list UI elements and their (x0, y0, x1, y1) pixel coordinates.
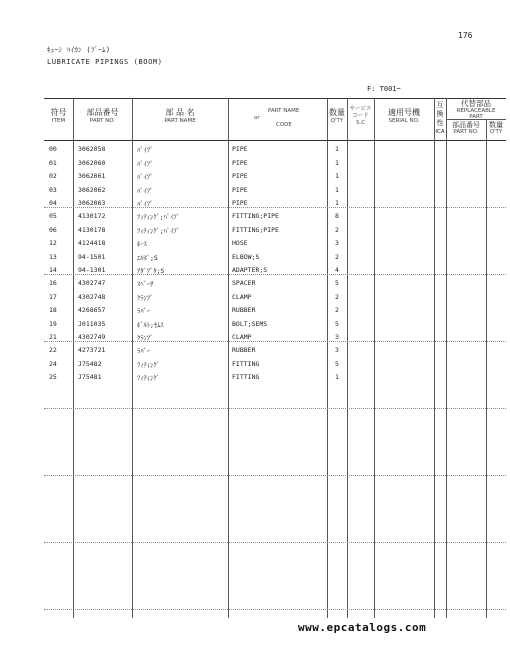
header-part-no-jp: 部品番号 (86, 108, 119, 117)
part-number: J75482 (78, 359, 102, 368)
quantity: 1 (335, 373, 339, 381)
header-repl-partno-en: PART NO. (453, 129, 479, 135)
item-number: 24 (49, 359, 57, 368)
part-name-jp: ﾊﾟｲﾌﾟ (137, 159, 154, 168)
part-name: BOLT;SEMS (232, 319, 268, 328)
header-part-name-en2: PART NAME (268, 108, 300, 114)
part-name-jp: ﾊﾟｲﾌﾟ (137, 173, 154, 181)
part-number: 3062058 (78, 145, 106, 153)
part-name-jp: ｸﾗﾝﾌﾟ (137, 293, 154, 302)
part-name-jp: ﾎｰｽ (137, 240, 147, 248)
table-row (0, 159, 510, 169)
quantity: 1 (335, 185, 339, 194)
part-number: 3062062 (78, 185, 106, 194)
item-number: 25 (49, 373, 57, 381)
part-name-jp: ﾊﾟｲﾌﾟ (137, 146, 154, 154)
header-service-code (347, 106, 374, 127)
quantity: 5 (335, 319, 339, 328)
website-link[interactable]: www.epcatalogs.com (298, 621, 427, 634)
part-number: 4124418 (78, 239, 106, 247)
header-serial-en: SERIAL NO. (388, 118, 420, 124)
quantity: 8 (335, 212, 339, 220)
part-name-jp: ﾎﾞﾙﾄ;ｾﾑｽ (137, 320, 164, 329)
item-number: 00 (49, 145, 57, 153)
table-row (0, 266, 510, 276)
part-number: 4130178 (78, 225, 106, 234)
group-separator (44, 542, 506, 543)
header-ica-jp2: 換 (436, 110, 444, 118)
header-interchangeability (434, 101, 446, 137)
item-number: 03 (49, 185, 57, 194)
part-name-jp: ｽﾍﾟｰｻ (137, 280, 154, 288)
quantity: 2 (335, 225, 339, 234)
header-part-name-jp: 部 品 名 (165, 108, 195, 117)
quantity: 3 (335, 333, 339, 341)
table-row (0, 186, 510, 196)
quantity: 2 (335, 292, 339, 301)
item-number: 13 (49, 252, 57, 261)
part-name-jp: ﾌｨﾃｨﾝｸﾞ (137, 360, 160, 369)
item-number: 01 (49, 158, 57, 167)
table-row (0, 346, 510, 356)
table-row (0, 306, 510, 316)
quantity: 2 (335, 252, 339, 261)
part-name: PIPE (232, 185, 248, 194)
item-number: 02 (49, 172, 57, 180)
part-number: 4302748 (78, 292, 106, 301)
header-item-jp: 符号 (50, 108, 67, 117)
item-number: 22 (49, 346, 57, 354)
item-number: 21 (49, 333, 57, 341)
quantity: 1 (335, 199, 339, 207)
header-qty-en: Q'TY (330, 118, 344, 124)
header-item-en: ITEM (51, 118, 66, 124)
part-name-jp: ﾊﾟｲﾌﾟ (137, 186, 154, 195)
part-name-jp: ﾗﾊﾞｰ (137, 347, 150, 355)
header-replaceable-en2: PART (469, 114, 483, 120)
header-part-no (73, 108, 132, 125)
part-number: 3062060 (78, 158, 106, 167)
header-replaceable-part (446, 100, 506, 120)
quantity: 2 (335, 306, 339, 314)
table-row (0, 199, 510, 209)
item-number: 16 (49, 279, 57, 287)
quantity: 5 (335, 359, 339, 368)
figure-code: F: T001~ (367, 85, 401, 93)
table-row (0, 172, 510, 182)
part-name: RUBBER (232, 346, 256, 354)
item-number: 05 (49, 212, 57, 220)
table-row (0, 239, 510, 249)
part-number: 4268657 (78, 306, 106, 314)
group-separator (44, 408, 506, 409)
group-separator (44, 609, 506, 610)
part-name-jp: ﾗﾊﾞｰ (137, 307, 150, 315)
quantity: 5 (335, 279, 339, 287)
part-name: FITTING;PIPE (232, 225, 279, 234)
part-name: HOSE (232, 239, 248, 247)
part-name-jp: ﾌｨﾃｨﾝｸﾞ;ﾊﾟｲﾌﾟ (137, 226, 180, 235)
item-number: 12 (49, 239, 57, 247)
part-number: 4273721 (78, 346, 106, 354)
item-number: 17 (49, 292, 57, 301)
header-part-name-code (228, 108, 327, 130)
quantity: 1 (335, 158, 339, 167)
table-row (0, 226, 510, 236)
header-code: CODE (276, 122, 292, 128)
header-or-label: or (254, 115, 260, 121)
part-name: PIPE (232, 158, 248, 167)
header-serial-jp: 適用号機 (388, 108, 420, 117)
part-number: 3062061 (78, 172, 106, 180)
header-replaceable-en1: REPLACEABLE (456, 108, 496, 114)
table-header-rule (44, 140, 506, 141)
header-replaceable-qty (486, 121, 506, 136)
quantity: 3 (335, 346, 339, 354)
item-number: 06 (49, 225, 57, 234)
page-title-japanese: ｷｭｰｼ ﾊｲｶﾝ (ﾌﾞｰﾑ) (47, 46, 111, 54)
part-number: 3062063 (78, 199, 106, 207)
table-row (0, 145, 510, 155)
quantity: 1 (335, 145, 339, 153)
part-name: PIPE (232, 145, 248, 153)
header-part-name (132, 108, 228, 125)
header-qty (327, 108, 347, 125)
part-name: FITTING (232, 373, 260, 381)
part-name: ELBOW;S (232, 252, 260, 261)
header-sc-jp1: サービス (349, 106, 372, 112)
part-name: CLAMP (232, 292, 252, 301)
header-replaceable-jp: 代替部品 (461, 99, 491, 108)
header-sc-jp2: コード (352, 113, 369, 119)
header-part-no-en: PART NO. (89, 118, 116, 124)
header-sc-en: S.C (355, 120, 366, 126)
table-row (0, 253, 510, 263)
part-number: 4302747 (78, 279, 106, 287)
part-name: FITTING;PIPE (232, 212, 279, 220)
part-name: SPACER (232, 279, 256, 287)
header-part-name-en: PART NAME (164, 118, 196, 124)
header-serial-no (374, 108, 434, 125)
part-number: 4302749 (78, 333, 106, 341)
part-number: 94-1501 (78, 252, 106, 261)
header-repl-qty-jp: 数量 (489, 121, 503, 129)
part-name: RUBBER (232, 306, 256, 314)
item-number: 18 (49, 306, 57, 314)
quantity: 1 (335, 172, 339, 180)
part-name-jp: ﾊﾟｲﾌﾟ (137, 200, 154, 208)
part-name: ADAPTER;S (232, 266, 268, 274)
page-number: 176 (458, 31, 473, 40)
page-title: LUBRICATE PIPINGS (BOOM) (47, 58, 163, 66)
header-qty-jp: 数量 (329, 108, 345, 117)
item-number: 14 (49, 266, 57, 274)
part-number: 94-1301 (78, 266, 106, 274)
table-row (0, 333, 510, 343)
part-number: 4130172 (78, 212, 106, 220)
part-number: J011035 (78, 319, 106, 328)
table-row (0, 279, 510, 289)
part-name: PIPE (232, 199, 248, 207)
quantity: 4 (335, 266, 339, 274)
table-top-rule (44, 98, 506, 99)
quantity: 3 (335, 239, 339, 247)
group-separator (44, 475, 506, 476)
part-number: J75481 (78, 373, 102, 381)
part-name-jp: ﾌｨﾃｨﾝｸﾞ;ﾊﾟｲﾌﾟ (137, 213, 180, 221)
table-row (0, 320, 510, 330)
item-number: 04 (49, 199, 57, 207)
part-name-jp: ﾌｨﾃｨﾝｸﾞ (137, 374, 160, 382)
item-number: 19 (49, 319, 57, 328)
header-repl-qty-en: Q'TY (489, 129, 503, 135)
header-ica-en: ICA (435, 129, 445, 135)
table-row (0, 212, 510, 222)
part-name-jp: ｸﾗﾝﾌﾟ (137, 334, 154, 342)
table-row (0, 373, 510, 383)
header-item (44, 108, 73, 125)
header-ica-jp1: 互 (436, 101, 444, 109)
table-row (0, 293, 510, 303)
part-name-jp: ｴﾙﾎﾞ;S (137, 253, 158, 262)
part-name: FITTING (232, 359, 260, 368)
part-name: CLAMP (232, 333, 252, 341)
header-replaceable-part-no (446, 121, 486, 136)
header-ica-jp3: 性 (436, 119, 444, 127)
header-repl-partno-jp: 部品番号 (452, 121, 480, 129)
table-row (0, 360, 510, 370)
part-name: PIPE (232, 172, 248, 180)
part-name-jp: ｱﾀﾞﾌﾟﾀ;S (137, 267, 165, 275)
